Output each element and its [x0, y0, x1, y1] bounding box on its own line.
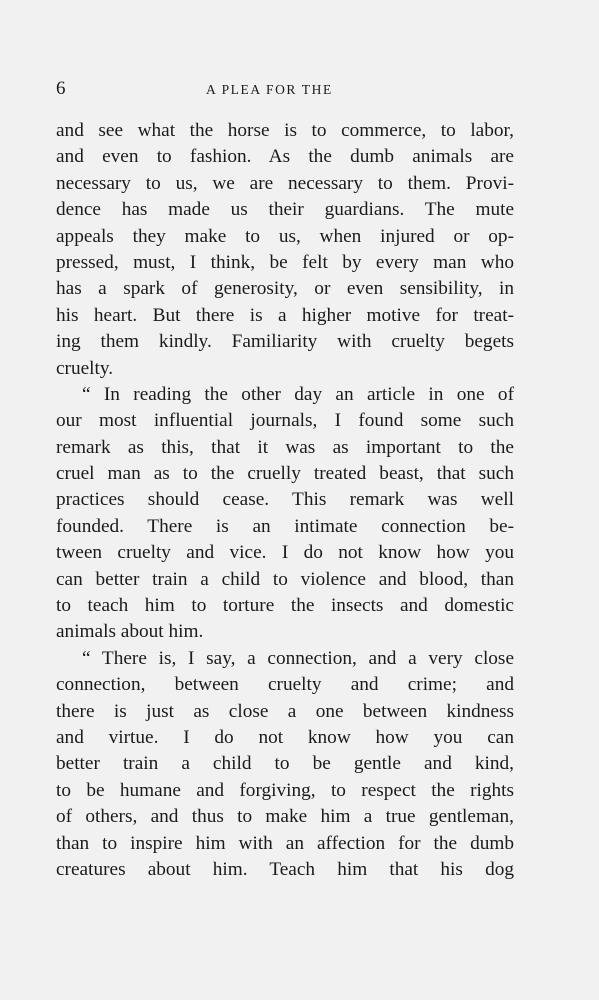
- text-line: remark as this, that it was as important to the: [56, 436, 514, 458]
- text-line: and even to fashion. As the dumb animals are: [56, 146, 514, 168]
- text-line: of others, and thus to make him a true gentleman,: [56, 806, 514, 828]
- text-line: cruelty.: [56, 357, 114, 379]
- text-line: necessary to us, we are necessary to them. Provi-: [56, 172, 514, 194]
- text-line: connection, between cruelty and crime; and: [56, 674, 514, 696]
- text-line: pressed, must, I think, be felt by every man who: [56, 251, 514, 273]
- text-line: dence has made us their guardians. The mute: [56, 199, 514, 221]
- text-line: “ There is, I say, a connection, and a very close: [82, 647, 514, 669]
- body-text: [56, 118, 514, 883]
- text-line: and see what the horse is to commerce, to labor,: [56, 120, 514, 141]
- text-line: there is just as close a one between kindness: [56, 700, 514, 722]
- page-number: 6: [56, 78, 66, 99]
- text-line: appeals they make to us, when injured or op-: [56, 225, 514, 247]
- text-line: founded. There is an intimate connection be-: [56, 515, 514, 537]
- text-line: and virtue. I do not know how you can: [56, 726, 514, 748]
- text-line: to be humane and forgiving, to respect the rights: [56, 779, 514, 801]
- text-line: better train a child to be gentle and kind,: [56, 753, 514, 775]
- text-line: has a spark of generosity, or even sensibility, in: [56, 278, 514, 300]
- text-line: practices should cease. This remark was well: [56, 489, 514, 511]
- text-line: to teach him to torture the insects and domestic: [56, 595, 514, 617]
- text-line: “ In reading the other day an article in one of: [82, 383, 514, 405]
- text-line: cruel man as to the cruelly treated beast, that such: [56, 463, 514, 485]
- page-header: [56, 77, 512, 101]
- running-title: A PLEA FOR THE: [206, 82, 333, 97]
- text-line: tween cruelty and vice. I do not know how you: [56, 542, 514, 564]
- text-line: our most influential journals, I found some such: [56, 410, 514, 432]
- text-line: animals about him.: [56, 621, 204, 643]
- text-line: ing them kindly. Familiarity with cruelty begets: [56, 331, 514, 353]
- text-line: than to inspire him with an affection for the dumb: [56, 832, 514, 854]
- text-line: his heart. But there is a higher motive for treat-: [56, 304, 514, 326]
- text-line: creatures about him. Teach him that his dog: [56, 858, 514, 880]
- text-line: can better train a child to violence and blood, than: [56, 568, 514, 590]
